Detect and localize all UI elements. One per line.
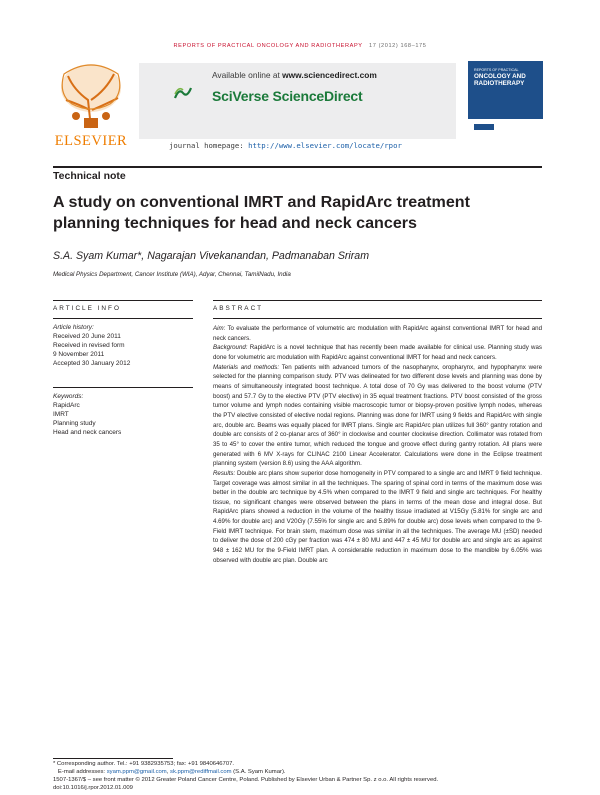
- corresponding-author: * Corresponding author. Tel.: +91 9382935753; fax: +91 9840646707.: [53, 761, 235, 767]
- history-item: Received in revised form: [53, 342, 125, 349]
- methods-label: Materials and methods:: [213, 363, 280, 371]
- homepage-url[interactable]: http://www.elsevier.com/locate/rpor: [248, 141, 402, 150]
- background-text: RapidArc is a novel technique that has recently been made available for clinical use. Planning study was done for volumetric arc modulation with RapidArc against conventional IMRT for head and neck cancers.: [213, 344, 542, 361]
- info-rule-mid: [53, 318, 193, 319]
- abstract-heading: ABSTRACT: [213, 305, 264, 312]
- author-affiliation: Medical Physics Department, Cancer Institute (WIA), Adyar, Chennai, TamilNadu, India: [53, 271, 291, 278]
- keyword-item: IMRT: [53, 411, 69, 418]
- cover-title: [474, 68, 538, 87]
- email-label: E-mail addresses:: [57, 769, 106, 776]
- article-title: A study on conventional IMRT and RapidArc treatment planning techniques for head and neck cancers: [53, 193, 470, 232]
- sciencedirect-icon: [173, 86, 193, 100]
- keyword-item: RapidArc: [53, 402, 80, 409]
- aim-label: Aim:: [213, 325, 226, 332]
- article-info-heading: ARTICLE INFO: [53, 305, 121, 312]
- elsevier-wordmark: ELSEVIER: [54, 133, 128, 149]
- abstract-rule-top: [213, 300, 542, 301]
- keyword-item: Planning study: [53, 420, 96, 427]
- history-label: Article history:: [53, 324, 94, 331]
- journal-volume: 17 (2012) 168–175: [369, 43, 427, 49]
- journal-running-header: [0, 43, 600, 49]
- footnote-rule: [53, 758, 173, 759]
- results-label: Results:: [213, 469, 236, 477]
- abstract-background: [213, 343, 542, 362]
- journal-homepage-line: [169, 141, 402, 150]
- email-link-1[interactable]: syam.ppm@gmail.com: [106, 769, 167, 776]
- page-footer: [53, 760, 542, 792]
- cover-logo-icon: [474, 123, 494, 131]
- results-text: Double arc plans show superior dose homogeneity in PTV compared to a single arc and IMRT 9 field technique. Target coverage was almost similar in all the techniques. The sparing of spinal cord in terms of the maximum dose was better in the double arc technique by 4.5% when compared to the IMRT 9 field and single arc techniques. For healthy tissue, no significant changes were observed between the plans in terms of the mean dose and integral dose. But RapidArc plans showed a reduction in the volume of the healthy tissue irradiated at V15Gy (5.81% for single arc and 4.69% for double arc) and V20Gy (7.55% for single arc and 5.89% for double arc) dose levels when compared to the 9-Field IMRT technique. For brain stem, maximum dose was similar in all the techniques. The average MU (±SD) needed to deliver the dose of 200 cGy per fraction was 474 ± 80 MU and 447 ± 45 MU for double arc and single arc as against 948 ± 162 MU for the 9-Field IMRT plan. A considerable reduction in maximum dose to the mandible by 6.05% was observed with double arc plan. Double arc: [213, 469, 542, 564]
- history-item: Received 20 June 2011: [53, 333, 121, 340]
- history-item: Accepted 30 January 2012: [53, 360, 131, 367]
- journal-cover: [468, 61, 543, 160]
- keywords: [53, 392, 193, 437]
- copyright-line: 1507-1367/$ – see front matter © 2012 Greater Poland Cancer Centre, Poland. Published by Elsevier Urban & Partner Sp. z o.o. All rights reserved.: [53, 777, 439, 784]
- aim-text: To evaluate the performance of volumetric arc modulation with RapidArc against conventional IMRT for head and neck cancers.: [213, 325, 542, 342]
- history-item: 9 November 2011: [53, 351, 105, 358]
- abstract-methods: [213, 363, 542, 469]
- info-rule-top: [53, 300, 193, 301]
- article-authors: S.A. Syam Kumar*, Nagarajan Vivekanandan, Padmanaban Sriram: [53, 250, 370, 262]
- keyword-item: Head and neck cancers: [53, 429, 122, 436]
- info-rule-keywords: [53, 387, 193, 388]
- article-type: Technical note: [53, 170, 126, 182]
- cover-title-line-2: RADIOTHERAPY: [474, 80, 525, 87]
- abstract-results: [213, 469, 542, 566]
- keywords-label: Keywords:: [53, 393, 84, 400]
- email-line: E-mail addresses: syam.ppm@gmail.com, sk.ppm@rediffmail.com (S.A. Syam Kumar).: [57, 769, 286, 776]
- header-rule: [53, 166, 542, 168]
- cover-title-line-1: ONCOLOGY AND: [474, 73, 526, 80]
- homepage-label: journal homepage:: [169, 141, 244, 150]
- doi-line[interactable]: doi:10.1016/j.rpor.2012.01.009: [53, 785, 133, 792]
- abstract-aim: [213, 324, 542, 343]
- background-label: Background:: [213, 344, 248, 352]
- email-link-2[interactable]: sk.ppm@rediffmail.com: [170, 769, 232, 776]
- cover-small-title: REPORTS OF PRACTICAL: [474, 68, 519, 72]
- journal-name: REPORTS OF PRACTICAL ONCOLOGY AND RADIOTHERAPY: [173, 43, 363, 49]
- abstract-rule-mid: [213, 318, 542, 319]
- available-prefix: Available online at: [212, 70, 280, 80]
- abstract-body: [213, 324, 542, 565]
- elsevier-tree-logo: [54, 60, 128, 130]
- sciverse-sciencedirect-logo: SciVerse ScienceDirect: [212, 88, 363, 104]
- methods-text: Ten patients with advanced tumors of the nasopharynx, oropharynx, and hypopharynx were selected for the planning comparison study. PTV was delineated for two different dose levels and planning was done by means of simultaneously integrated boost technique. A total dose of 70 Gy was delivered to the boost volume (PTV boost) and 57.7 Gy to the elective PTV (PTV elective) in 35 equal treatment fractions. PTV boost consisted of the gross tumor volume and lymph nodes containing visible macroscopic tumor or biopsy-proven positive lymph nodes, whereas the PTV elective consisted of elective nodal regions. Planning was done for IMRT using 9 fields and RapidArc with single arc, double arc. Beams was equally placed for IMRT plans. Single arc RapidArc plan utilizes full 360° gantry rotation and double arc consists of 2 co-planar arcs of 360° in clockwise and counter clockwise direction. Collimator was rotated from 35 to 45° to cover the entire tumor, which reduced the tongue and groove effect during gantry rotation. All plans were generated with 6 MV X-rays for CLINAC 2100 Linear Accelerator. Calculations were done in the Eclipse treatment planning system (version 8.6) using the AAA algorithm.: [213, 363, 542, 468]
- available-online-line: [212, 70, 377, 80]
- article-history: [53, 323, 193, 368]
- sciencedirect-url[interactable]: www.sciencedirect.com: [282, 70, 377, 80]
- email-suffix: (S.A. Syam Kumar).: [233, 769, 286, 776]
